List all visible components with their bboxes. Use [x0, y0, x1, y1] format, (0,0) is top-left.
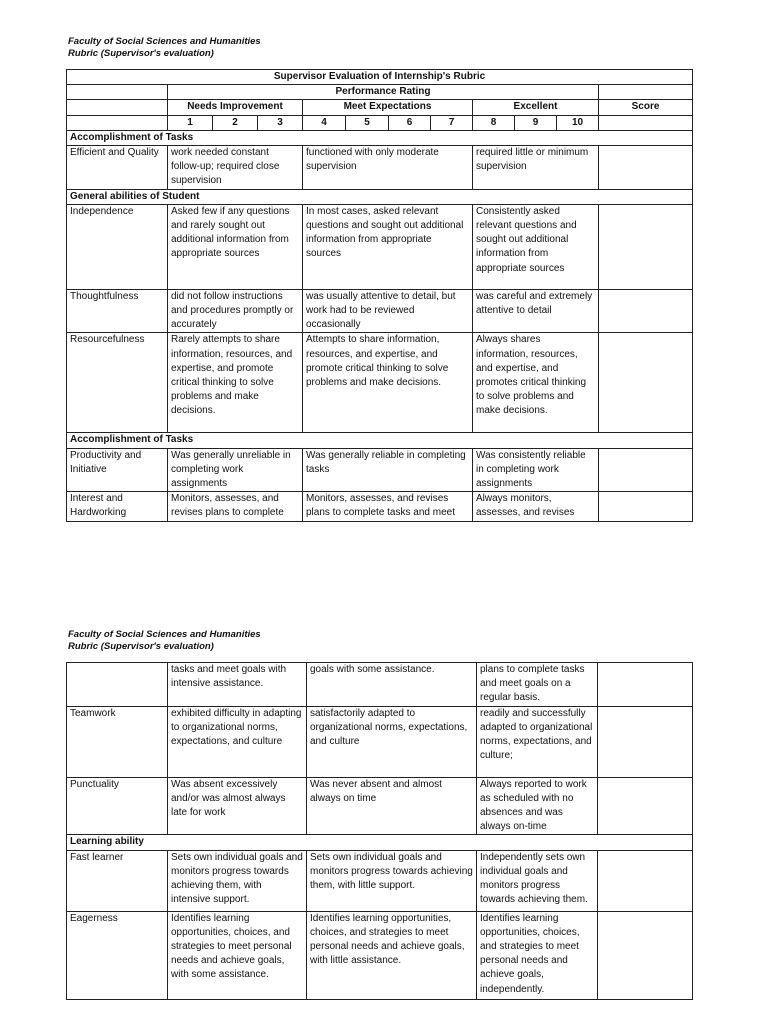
meet-expectations-cell: functioned with only moderate supervision	[303, 146, 473, 190]
section-title: Accomplishment of Tasks	[67, 433, 693, 448]
excellent-cell: readily and successfully adapted to organizational norms, expectations, and culture;	[477, 706, 598, 777]
rubric-line: Rubric (Supervisor's evaluation)	[68, 48, 214, 59]
score-cell[interactable]	[598, 850, 693, 911]
rating-number: 8	[473, 115, 515, 130]
score-cell[interactable]	[598, 663, 693, 707]
needs-improvement-cell: Rarely attempts to share information, resources, and expertise, and promote critical thinking to solve problems and make decisions.	[168, 333, 303, 433]
rating-number: 6	[389, 115, 431, 130]
score-header: Score	[599, 100, 693, 115]
score-cell[interactable]	[598, 777, 693, 835]
blank-cell	[599, 115, 693, 130]
meet-expectations-cell: Attempts to share information, resources, and expertise, and promote critical thinking to solve problems and make decisions.	[303, 333, 473, 433]
criterion-cell: Eagerness	[67, 911, 168, 999]
rubric-table-page2	[66, 662, 693, 1000]
excellent-cell: required little or minimum supervision	[473, 146, 599, 190]
rating-number: 4	[303, 115, 346, 130]
blank-cell	[599, 85, 693, 100]
criterion-cell: Efficient and Quality	[67, 146, 168, 190]
excellent-header: Excellent	[473, 100, 599, 115]
score-cell[interactable]	[599, 146, 693, 190]
criterion-cell: Independence	[67, 204, 168, 289]
criterion-cell: Thoughtfulness	[67, 289, 168, 333]
excellent-cell: Always monitors, assesses, and revises	[473, 492, 599, 521]
needs-improvement-cell: Sets own individual goals and monitors progress towards achieving them, with intensive support.	[168, 850, 307, 911]
excellent-cell: Independently sets own individual goals and monitors progress towards achieving them.	[477, 850, 598, 911]
performance-rating-header: Performance Rating	[168, 85, 599, 100]
needs-improvement-cell: Was absent excessively and/or was almost always late for work	[168, 777, 307, 835]
section-title: General abilities of Student	[67, 189, 693, 204]
needs-improvement-cell: work needed constant follow-up; required close supervision	[168, 146, 303, 190]
table-title: Supervisor Evaluation of Internship's Rubric	[67, 70, 693, 85]
excellent-cell: Always shares information, resources, and expertise, and promotes critical thinking to solve problems and make decisions.	[473, 333, 599, 433]
criterion-cell	[67, 663, 168, 707]
criterion-cell: Teamwork	[67, 706, 168, 777]
excellent-cell: was careful and extremely attentive to detail	[473, 289, 599, 333]
needs-improvement-header: Needs Improvement	[168, 100, 303, 115]
criterion-cell: Resourcefulness	[67, 333, 168, 433]
excellent-cell: Identifies learning opportunities, choices, and strategies to meet personal needs and achieve goals, independently.	[477, 911, 598, 999]
criterion-cell: Interest and Hardworking	[67, 492, 168, 521]
meet-expectations-cell: satisfactorily adapted to organizational norms, expectations, and culture	[307, 706, 477, 777]
meet-expectations-cell: In most cases, asked relevant questions and sought out additional information from appropriate sources	[303, 204, 473, 289]
excellent-cell: Was consistently reliable in completing work assignments	[473, 448, 599, 492]
excellent-cell: Consistently asked relevant questions and sought out additional information from appropriate sources	[473, 204, 599, 289]
rating-number: 5	[346, 115, 389, 130]
blank-cell	[67, 115, 168, 130]
rating-number: 9	[515, 115, 557, 130]
section-title: Accomplishment of Tasks	[67, 130, 693, 145]
needs-improvement-cell: exhibited difficulty in adapting to organizational norms, expectations, and culture	[168, 706, 307, 777]
rubric-table-page1	[66, 69, 693, 522]
criterion-cell: Fast learner	[67, 850, 168, 911]
score-cell[interactable]	[599, 448, 693, 492]
meet-expectations-cell: Sets own individual goals and monitors progress towards achieving them, with little support.	[307, 850, 477, 911]
score-cell[interactable]	[599, 333, 693, 433]
score-cell[interactable]	[599, 289, 693, 333]
needs-improvement-cell: Asked few if any questions and rarely sought out additional information from appropriate sources	[168, 204, 303, 289]
excellent-cell: plans to complete tasks and meet goals on a regular basis.	[477, 663, 598, 707]
score-cell[interactable]	[599, 492, 693, 521]
needs-improvement-cell: tasks and meet goals with intensive assistance.	[168, 663, 307, 707]
criterion-cell: Productivity and Initiative	[67, 448, 168, 492]
rating-number: 2	[213, 115, 258, 130]
rubric-line: Rubric (Supervisor's evaluation)	[68, 641, 214, 652]
rating-number: 7	[431, 115, 473, 130]
page1-header	[68, 36, 261, 60]
meet-expectations-cell: Identifies learning opportunities, choices, and strategies to meet personal needs and achieve goals, with little assistance.	[307, 911, 477, 999]
meet-expectations-cell: Was never absent and almost always on time	[307, 777, 477, 835]
meet-expectations-cell: goals with some assistance.	[307, 663, 477, 707]
meet-expectations-header: Meet Expectations	[303, 100, 473, 115]
rating-number: 3	[258, 115, 303, 130]
needs-improvement-cell: Was generally unreliable in completing work assignments	[168, 448, 303, 492]
page2-header	[68, 629, 261, 653]
meet-expectations-cell: Was generally reliable in completing tasks	[303, 448, 473, 492]
meet-expectations-cell: Monitors, assesses, and revises plans to complete tasks and meet	[303, 492, 473, 521]
score-cell[interactable]	[599, 204, 693, 289]
score-cell[interactable]	[598, 911, 693, 999]
needs-improvement-cell: did not follow instructions and procedures promptly or accurately	[168, 289, 303, 333]
rating-number: 10	[557, 115, 599, 130]
section-title: Learning ability	[67, 835, 693, 850]
score-cell[interactable]	[598, 706, 693, 777]
blank-cell	[67, 85, 168, 100]
faculty-line: Faculty of Social Sciences and Humanities	[68, 629, 261, 640]
blank-cell	[67, 100, 168, 115]
needs-improvement-cell: Identifies learning opportunities, choices, and strategies to meet personal needs and achieve goals, with some assistance.	[168, 911, 307, 999]
needs-improvement-cell: Monitors, assesses, and revises plans to complete	[168, 492, 303, 521]
faculty-line: Faculty of Social Sciences and Humanities	[68, 36, 261, 47]
criterion-cell: Punctuality	[67, 777, 168, 835]
excellent-cell: Always reported to work as scheduled with no absences and was always on-time	[477, 777, 598, 835]
meet-expectations-cell: was usually attentive to detail, but work had to be reviewed occasionally	[303, 289, 473, 333]
rating-number: 1	[168, 115, 213, 130]
